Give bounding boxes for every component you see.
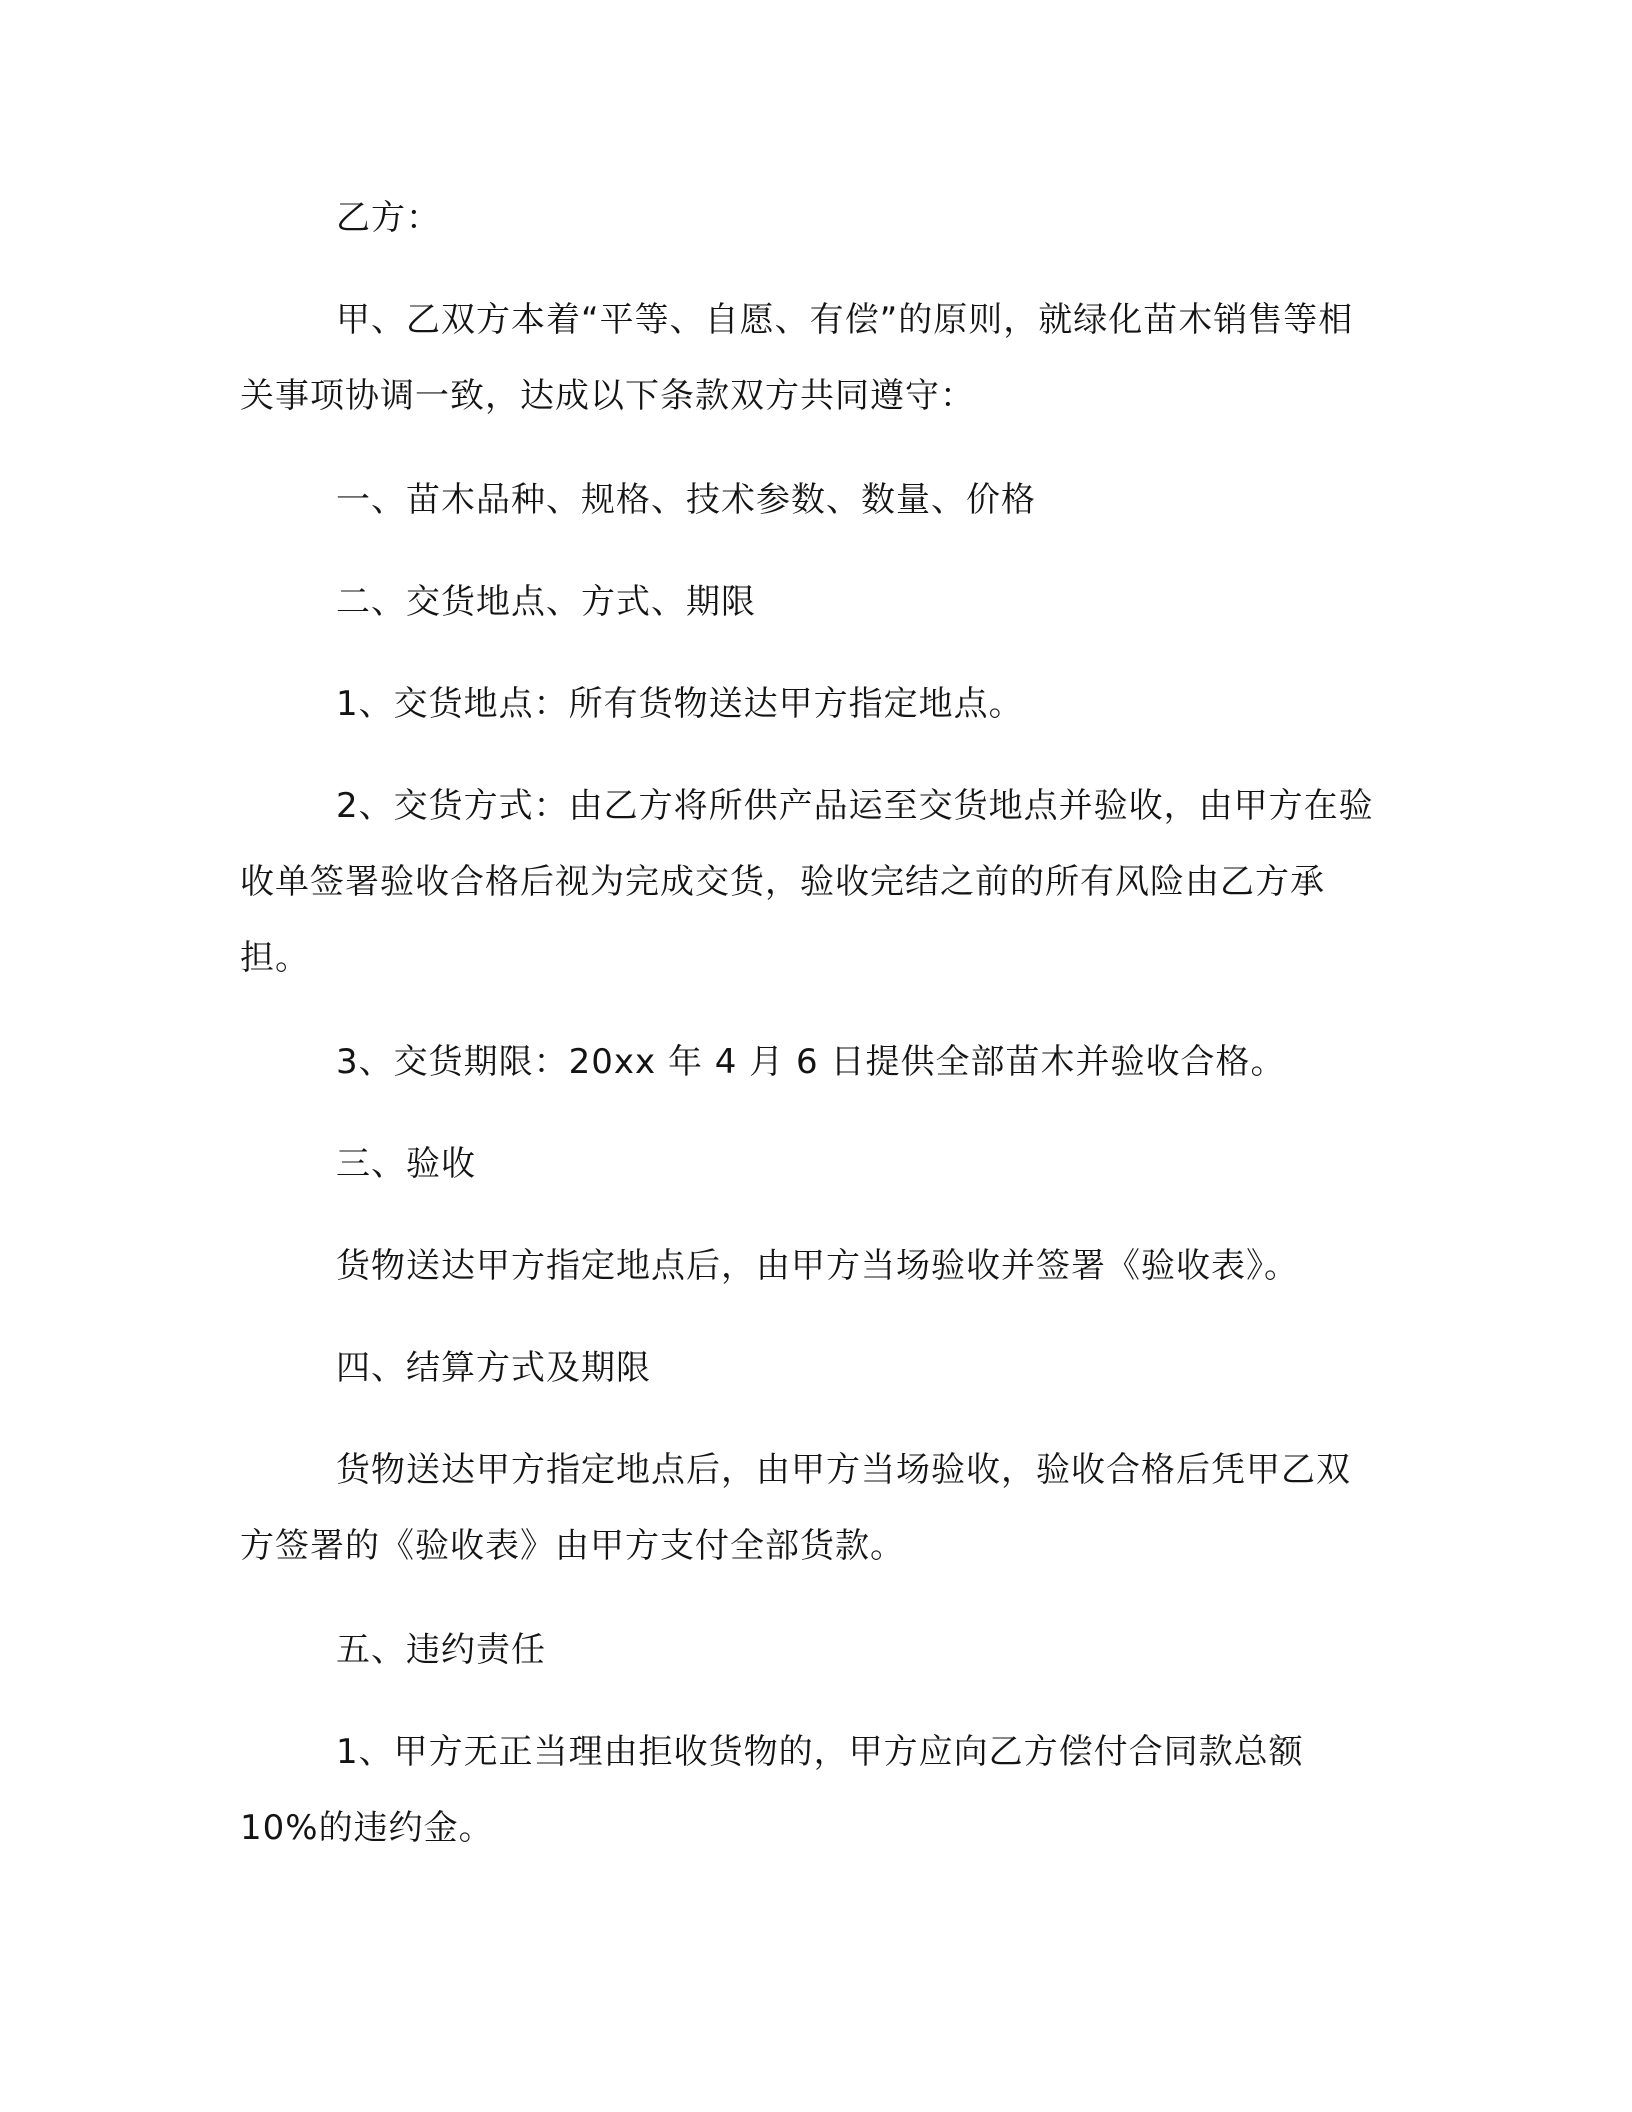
breach-clause-1-paragraph: 1、甲方无正当理由拒收货物的，甲方应向乙方偿付合同款总额 10%的违约金。 bbox=[240, 1732, 1304, 1848]
settlement-paragraph: 货物送达甲方指定地点后，由甲方当场验收，验收合格后凭甲乙双方签署的《验收表》由甲方支付全部货款。 bbox=[240, 1450, 1351, 1566]
preamble-paragraph: 甲、乙双方本着“平等、自愿、有偿”的原则，就绿化苗木销售等相关事项协调一致，达成以下条款双方共同遵守： bbox=[240, 300, 1354, 416]
section-heading-3: 三、验收 bbox=[336, 1144, 476, 1184]
delivery-deadline-paragraph: 3、交货期限：20xx 年 4 月 6 日提供全部苗木并验收合格。 bbox=[336, 1042, 1286, 1082]
delivery-method-paragraph: 2、交货方式：由乙方将所供产品运至交货地点并验收，由甲方在验收单签署验收合格后视为完成交货，验收完结之前的所有风险由乙方承担。 bbox=[240, 786, 1374, 978]
section-heading-4: 四、结算方式及期限 bbox=[336, 1348, 651, 1388]
delivery-location-paragraph: 1、交货地点：所有货物送达甲方指定地点。 bbox=[336, 684, 1024, 724]
section-heading-2: 二、交货地点、方式、期限 bbox=[336, 582, 756, 622]
party-b-line: 乙方： bbox=[336, 198, 441, 238]
section-heading-5: 五、违约责任 bbox=[336, 1630, 546, 1670]
acceptance-paragraph: 货物送达甲方指定地点后，由甲方当场验收并签署《验收表》。 bbox=[336, 1246, 1299, 1286]
section-heading-1: 一、苗木品种、规格、技术参数、数量、价格 bbox=[336, 480, 1036, 520]
